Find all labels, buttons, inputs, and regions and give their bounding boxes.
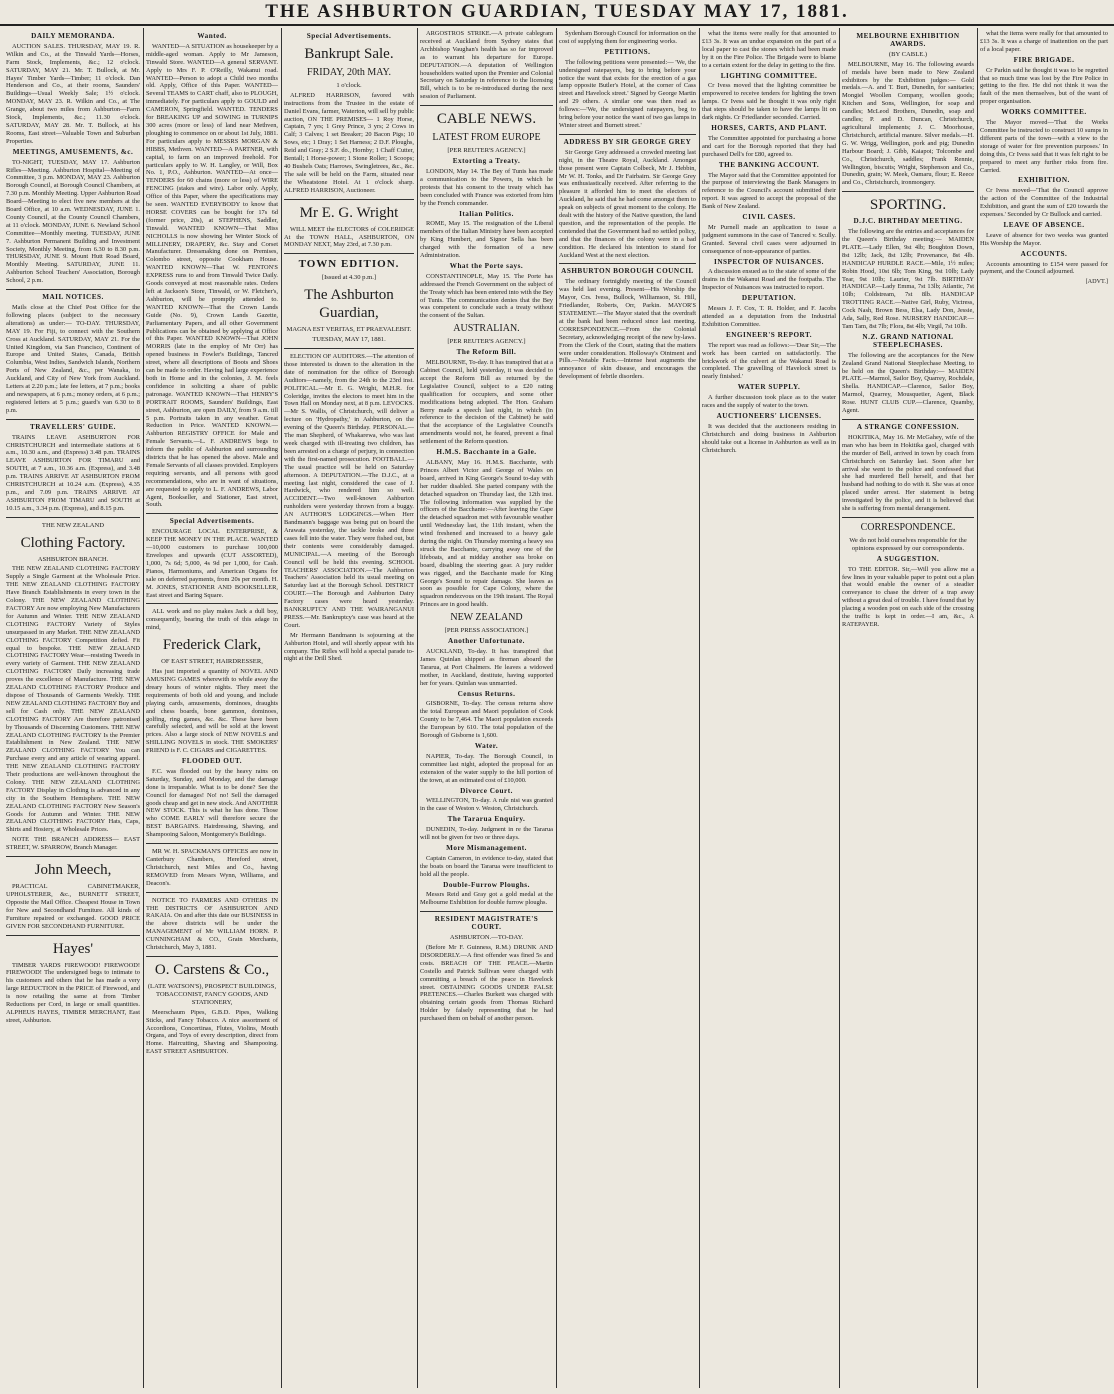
column-rule: [699, 28, 700, 1388]
column-2: [146, 30, 278, 1386]
civil-text: Mr Purnell made an application to issue a judgment summons in the case of Tancred v. Scully. Granted. Several civil cases were adjourned in consequence of non-appearance of parties.: [702, 223, 836, 255]
column-rule: [417, 28, 418, 1388]
divorce-heading: Divorce Court.: [460, 786, 513, 795]
accounts-text: Accounts amounting to £154 were passed for payment, and the Council adjourned.: [980, 260, 1108, 276]
column-3: [284, 30, 414, 1386]
meetings-heading: MEETINGS, AMUSEMENTS, &c.: [12, 147, 134, 156]
column-rule: [977, 28, 978, 1388]
lighting-text: Cr Ivess moved that the lighting committee be empowered to receive tenders for lighting the town lamps. Cr Ivess said he thought it was only right that steps should be taken to have the lamps lit on dark nights. Cr Friedlander seconded. Carried.: [702, 82, 836, 122]
australian-heading: AUSTRALIAN.: [453, 323, 520, 335]
bankrupt-text: ALFRED HARRISON, favored with instructions from the Trustee in the estate of Daniel Evans, farmer, Waterton, will sell by public auction, ON THE PREMISES— 1 Roy Horse, Captain, 7 yrs; 1 Grey Prince, 3 yrs; 2 Cows in Calf; 3 Calves; 1 set Breaker; 20 Bacon Pigs; 10 Sows, etc; 1 Dray; 1 Set Harness; 2 D.F. Ploughs, Reid and Gray; 2 S.F. do., Hornby; 1 Chaff Cutter, Bentall; 1 Horse-power; 1 Stone Roller; 1 Scoops; 40 Bushels Oats; Harrows, Swingletrees, &c., &c. The sale will be held on the Farm, situated near the Wheatstone Hotel. At 1 o'clock sharp. ALFRED HARRISON, Auctioneer.: [284, 91, 414, 194]
melbourne-heading: MELBOURNE EXHIBITION AWARDS.: [856, 32, 960, 48]
divider: [284, 348, 414, 349]
column-rule: [143, 28, 144, 1388]
advert-marker: [ADVT.]: [1085, 278, 1108, 286]
banking-heading: THE BANKING ACCOUNT.: [718, 160, 820, 169]
divider: [6, 419, 140, 420]
column-4: [420, 30, 553, 1386]
bankrupt-date: FRIDAY, 20th MAY.: [307, 66, 391, 78]
clark-text: Has just imported a quantity of NOVEL AND AMUSING GAMES wherewith to while away the dreary hours of winter nights. They meet the requirements of both old and young, and include playing cards, amusements, dominoes, draughts and chess boards, bone gammon, dominoes, golfing, ring games, &c. &c. These have been carefully selected, and will be sold at the lowest prices. Also a large stock of NEW NOVELS and SHILLING NOVELS in stock. THE SMOKERS' FRIEND is F. C. CIGARS and CIGARETTES.: [146, 668, 278, 755]
tunis-heading: Extorting a Treaty.: [452, 157, 521, 166]
divider: [284, 253, 414, 254]
correspondence-note: We do not hold ourselves responsible for the opinions expressed by our correspondents.: [849, 536, 967, 552]
paper-motto: MAGNA EST VERITAS, ET PRAEVALEBIT.: [286, 326, 412, 334]
petitions-heading: PETITIONS.: [604, 47, 651, 56]
divider: [6, 517, 140, 518]
flooded-heading: FLOODED OUT.: [181, 757, 243, 766]
travellers-text: TRAINS LEAVE ASHBURTON FOR CHRISTCHURCH and intermediate stations at 6 a.m., 10.30 a.m., and (Express) 3.48 p.m. TRAINS LEAVE ASHBURTON FOR TIMARU and SOUTH, at 7 a.m., 10.36 a.m. (Express), and 3.48 p.m. TRAINS ARRIVE AT ASHBURTON FROM CHRISTCHURCH at 10.24 a.m. (Express), 4.35 p.m., and 7.09 p.m. TRAINS ARRIVE AT ASHBURTON FROM TIMARU and SOUTH at 10.15 a.m., 3.34 p.m. (Express), and 8.15 p.m.: [6, 433, 140, 512]
address-text: Sir George Grey addressed a crowded meeting last night, in the Theatre Royal, Auckland. Amongst those present were Captain Colbeck, Mr J. Hebbin, Mr W. H. Tonks, and Dr Fairbairn. Sir George Grey was enthusiastically received. After referring to the pleasure it afforded him to meet the electors of Auckland, he said that he had come amongst them to speak on subjects of great moment to the colony. He dealt with the history of the Native question, the land question, and the representation of the people. He contended that the Government had no settled policy, and that the finances of the colony were in a bad condition. He declared his intention to stand for Auckland West at the next election.: [559, 148, 696, 259]
borough-text: The ordinary fortnightly meeting of the Council was held last evening. Present—His Worship the Mayor, Crs. Ivess, Bullock, Williamson, St. Hill, Friedlander, Roberts, Orr, Parkin. MAYOR'S STATEMENT.—The Mayor stated that the overdraft at the bank had been reduced since last meeting. CORRESPONDENCE.—From the Colonial Secretary, acknowledging receipt of the new by-laws. From the Clerk of the Court, stating that the matters were under consideration. Holloway's Ointment and Pills.—Notable Facts.—Intense heat augments the annoyance of skin disease, and encourages the development of febrile disorders.: [559, 278, 696, 381]
another-heading: Another Unfortunate.: [448, 637, 525, 646]
paper-title: The Ashburton Guardian,: [304, 287, 394, 322]
nz-agency: [PER PRESS ASSOCIATION.]: [444, 627, 529, 635]
report-heading: ENGINEER'S REPORT.: [725, 330, 813, 339]
cable-subtitle: LATEST FROM EUROPE: [432, 132, 541, 144]
memoranda-heading: DAILY MEMORANDA.: [31, 32, 115, 40]
clothing-title: Clothing Factory.: [20, 534, 126, 551]
divider: [146, 843, 278, 844]
column-rule: [556, 28, 557, 1388]
column-rule: [839, 28, 840, 1388]
absence-heading: LEAVE OF ABSENCE.: [1003, 220, 1085, 229]
carstens-title: O. Carstens & Co.,: [154, 961, 270, 978]
memoranda-text: AUCTION SALES. THURSDAY, MAY 19. R. Wilkin and Co., at the Tinwald Yards—Horses, Farm Stock, Implements, &c.; 12 o'clock. SATURDAY, MAY 21. Mr. T. Bullock, at Mr. Hayes' Timber Yards—Timber; 11 o'clock. Dan Henderson and Co., at their rooms, Saunders' Buildings—Usual Weekly Sale; 1½ o'clock. MONDAY, MAY 23. R. Wilkin and Co., at The Grange, about two miles from Ashburton—Farm Stock, Implements, &c.; 11.30 o'clock. SATURDAY, MAY 28. Mr. T. Bullock, at his Rooms, East street—Valuable Town and Suburban Properties.: [6, 42, 140, 145]
mail-heading: MAIL NOTICES.: [42, 293, 104, 302]
court-subheading: ASHBURTON.—TO-DAY.: [449, 934, 524, 942]
meech-text: PRACTICAL CABINETMAKER, UPHOLSTERER, &c., BURNETT STREET, Opposite the Mail Office. Cheapest House in Town for New and Secondhand Furniture. All kinds of Furniture repaired or exchanged. GOOD PRICE GIVEN FOR SECONDHAND FURNITURE.: [6, 883, 140, 930]
reform-heading: The Reform Bill.: [456, 348, 517, 357]
birthday-heading: D.J.C. BIRTHDAY MEETING.: [853, 217, 963, 226]
census-text: GISBORNE, To-day. The census returns show the total European and Maori population of Cook County to be 7,464. The Maori population exceeds the European by 610. The total population of the Borough of Gisborne is 1,600.: [420, 700, 553, 740]
hayes-text: TIMBER YARDS FIREWOOD! FIREWOOD! FIREWOOD! The undersigned begs to intimate to his customers and others that he has made a very large REDUCTION in the PRICE of Firewood, and is now retailing the same at from Timber Reductions per Cord, in large or small quantities. ALPHEUS HAYES, TIMBER MERCHANT, East street, Ashburton.: [6, 961, 140, 1024]
column-1: [6, 30, 140, 1386]
intro-text: what the items were really for that amounted to £13 3s. It was a charge of inattention on the part of a local paper.: [980, 30, 1108, 53]
bankrupt-title: Bankrupt Sale.: [304, 45, 394, 62]
sporting-heading: SPORTING.: [869, 197, 947, 214]
carstens-subtitle: (LATE WATSON'S), PROSPECT BUILDINGS, TOBACCONIST, FANCY GOODS, AND STATIONERY,: [147, 982, 277, 1006]
inspector-heading: INSPECTOR OF NUISANCES.: [714, 257, 824, 266]
column-8: [980, 30, 1108, 1386]
italian-heading: Italian Politics.: [459, 209, 514, 218]
bankrupt-time: 1 o'clock.: [336, 81, 362, 89]
meech-title: John Meech,: [34, 862, 112, 879]
cable-title: CABLE NEWS.: [436, 111, 537, 128]
divider: [6, 289, 140, 290]
suggestion-heading: A SUGGESTION.: [876, 554, 940, 563]
melbourne-agency: (BY CABLE.): [888, 50, 928, 58]
wright-text: WILL MEET the ELECTORS of COLERIDGE At the TOWN HALL, ASHBURTON, ON MONDAY NEXT, May 23rd, at 7.30 p.m.: [284, 225, 414, 249]
mail-text: Mails close at the Chief Post Office for the following places (subject to the necessary alterations) as under:— TO-DAY. THURSDAY, MAY 19. For Fiji, to connect with the Southern Cross at Auckland. SATURDAY, MAY 21. For the United Kingdom, via San Francisco, Continent of Europe and United States, Canada, British Columbia, West Indies, Sandwich Islands, Northern Ports of New Zealand, &c., per Wanaka, to Auckland, and City of New York from Auckland. Letters at 2.20 p.m.; late fee letters, at 7 p.m.; books and newspapers, at 6 p.m.; money orders, at 6 p.m.; registered letters at 5 p.m.; guard's van 6.30 to 8 p.m.: [6, 304, 140, 414]
carstens-text: Meerschaum Pipes, G.B.D. Pipes, Walking Sticks, and Fancy Tobacco. A nice assortment of Accordions, Concertinas, Flutes, Violins, Mouth Organs, and Toys of every description, direct from Home. Haircutting, Shaving and Shampooing. EAST STREET ASHBURTON.: [146, 1008, 278, 1056]
special-heading: Special Advertisements.: [306, 32, 392, 40]
porte-heading: What the Porte says.: [449, 261, 524, 270]
masthead-title: THE ASHBURTON GUARDIAN, TUESDAY MAY 17, 1881.: [0, 0, 1114, 26]
steeplechase-heading: N.Z. GRAND NATIONAL STEEPLECHASES.: [862, 332, 954, 349]
leader-text: ELECTION OF AUDITORS.—The attention of those interested is drawn to the alteration in the date of nomination for the office of Borough Auditors—namely, from the 24th to the 23rd inst. POLITICAL.—Mr E. G. Wright, M.H.R. for Coleridge, invites the electors to meet him in the Town Hall on Monday next, at 8 p.m. LEVOCKS.—Mr S. Wallis, of Christchurch, will deliver a lecture on 'Hydropathy,' in Ashburton, on the evening of the Queen's Birthday. PERSONAL.—The man Shepherd, of Whakarewa, who was last week charged with ill-treating two children, has been arrested on a charge of perjury, in connection with the first-named prosecution. FOOTBALL.—The usual practice will be held on Saturday afternoon. A DEPUTATION.—The D.J.C., at a meeting last night, considered the case of J. Hardwick, who rendered him so well. ACCIDENT.—Two well-known Ashburton runholders were yesterday thrown from a buggy. AN AUTHOR'S LODGINGS.—When Herr Bandmann's baggage was being put on board the Arawata yesterday, the tackle broke and three cases fell into the water. They were fished out, but their contents were considerably damaged. MUNICIPAL.—A meeting of the Borough Council will be held this evening. SCHOOL TEACHERS' ASSOCIATION.—The Ashburton Teachers' Association held its usual meeting on Saturday last at the Borough School. DISTRICT COURT.—The Borough and Ashburton Dairy Factory cases were heard yesterday. BANKRUPTCY AND THE WAIRANGANUI PRESS.—Mr. Bankruptcy's case was heard at the Court.: [284, 353, 414, 629]
works-text: The Mayor moved—'That the Works Committee be instructed to construct 10 sumps in different parts of the town—with a view to the storage of water for fire prevention purposes.' In doing this, Cr Ivess said that it was felt right to be prepared to meet any further risks from fire. Carried.: [980, 119, 1108, 174]
divider: [842, 419, 974, 420]
water-text: NAPIER, To-day. The Borough Council, in committee last night, adopted the proposal for an extension of the water supply to the hill portion of the town, at an estimated cost of £10,000.: [420, 752, 553, 784]
lighting-heading: LIGHTING COMMITTEE.: [720, 71, 818, 80]
banking-text: The Mayor said that the Committee appointed for the purpose of interviewing the Bank Managers in reference to the Council's account submitted their report. It was agreed to accept the proposal of the Bank of New Zealand.: [702, 171, 836, 211]
divider: [559, 263, 696, 264]
inspector-text: A discussion ensued as to the state of some of the drains in the Wakanui Road and the footpaths. The Inspector of Nuisances was instructed to report.: [702, 268, 836, 292]
divider: [146, 603, 278, 604]
clothing-subtitle: ASHBURTON BRANCH.: [37, 555, 109, 563]
divider: [420, 105, 553, 106]
australian-agency: [PER REUTER'S AGENCY.]: [447, 338, 526, 346]
absence-text: Leave of absence for two weeks was granted His Worship the Mayor.: [980, 231, 1108, 247]
suggestion-text: TO THE EDITOR. Sir,—Will you allow me a few lines in your valuable paper to point out a plan that would enable the owner of a steadier conveyance to chase the driver of a trap away without a great deal of trouble. I have found that by placing a wooden post on each side of the crossing the traffic is kept in order.—I am, &c., A RATEPAYER.: [842, 565, 974, 628]
paper-date: TUESDAY, MAY 17, 1881.: [312, 336, 386, 344]
divider: [6, 856, 140, 857]
birthday-text: The following are the entries and acceptances for the Queen's Birthday meeting:— MAIDEN PLATE.—Lady Ellen, 9st 4lb; Boughton Down, 8st 12lb; Jack, 8st 12lb; Provenance, 8st 4lb. HANDICAP HURDLE RACE.—Mile, 1½ miles; Robin Hood, 10st 6lb; Tom King, 9st 10lb; Lady Tear, 9st 10lb; Laurier, 9st 7lb. BIRTHDAY HANDICAP.—Lady Emma, 7st 13lb; Atlantic, 7st 10lb; Coldstream, 7st 8lb. HANDICAP TROTTING RACE.—Native Girl, Ruby, Victress, Cock Nash, Brown Bess, Elsa, Lady Don, Jessie, Ada, Sally, Red Rose. NURSERY HANDICAP.—Tam Tam, 8st 7lb; Flora, 8st 4lb; Virgil, 7st 10lb.: [842, 228, 974, 330]
tararua-text: DUNEDIN, To-day. Judgment in re the Tararua will not be given for two or three days.: [420, 826, 553, 842]
travellers-heading: TRAVELLERS' GUIDE.: [30, 422, 116, 431]
clark-title: Frederick Clark,: [162, 637, 262, 654]
clothing-note: NOTE THE BRANCH ADDRESS— EAST STREET, W. SPARROW, Branch Manager.: [6, 836, 140, 852]
another-text: AUCKLAND, To-day. It has transpired that James Quinlan shipped as fireman aboard the Tararua, at Port Chalmers. He leaves a widowed mother, in Auckland, destitute, having supported her for years. Quinlan was unmarried.: [420, 648, 553, 687]
fire-text: Cr Parkin said he thought it was to be regretted that so much time was lost by the Fire Police in getting to the fire. He did not think it was the fault of the men themselves, but of the want of proper organisation.: [980, 66, 1108, 106]
column-7: [842, 30, 974, 1386]
notice-text: NOTICE TO FARMERS AND OTHERS IN THE DISTRICTS OF ASHBURTON AND RAKAIA. On and after this date our BUSINESS in the above districts will be under the MANAGEMENT of Mr WILLIAM HORN. P. CUNNINGHAM & CO., Grain Merchants, Christchurch, May 3, 1881.: [146, 896, 278, 952]
special-heading: Special Advertisements.: [169, 517, 255, 526]
divider: [6, 935, 140, 936]
court-text: (Before Mr F. Guinness, R.M.) DRUNK AND DISORDERLY.—A first offender was fined 5s and costs. BREACH OF THE PEACE.—Martin Costello and Patrick Sullivan were charged with committing a breach of the peace in Havelock street. OBTAINING GOODS UNDER FALSE PRETENCES.—Charles Burkett was charged with obtaining certain goods from Thomas Richard Holder by falsely representing that he had purchased them on behalf of another person.: [420, 944, 553, 1023]
mismanagement-heading: More Mismanagement.: [446, 843, 527, 852]
tararua-heading: The Tararua Enquiry.: [447, 815, 526, 824]
intro-text: Sydenham Borough Council for information on the cost of supplying them for engineering works.: [559, 30, 696, 45]
court-heading: RESIDENT MAGISTRATE'S COURT.: [434, 915, 539, 932]
melbourne-text: MELBOURNE, May 16. The following awards of medals have been made to New Zealand exhibitors by the Exhibition judges:— Gold medals.—A. and T. Burt, Dunedin, for sanitaries; Mongiel Woollen Company, woollen goods; Kitchen and Sons, Wellington, for soap and candles; McLeod Brothers, Dunedin, soap and candles; P. and D. Duncan, Christchurch, agricultural implements; J. C. Moorhouse, Christchurch, artificial manure. Silver medals.—H. G. W. Wrigg, Wellington, pork and pig; Dunedin Harbour Board; J. Gibb, Kaiapoi; Tolcombe and Co., Christchurch, saddles; Frank Rennie, Wellington, biscuits; Wright, Stephenson and Co., Dunedin, grain; W. Meek, Oamaru, flour; E. Reece and Co., Christchurch, ironmongery.: [842, 60, 974, 187]
bacchante-heading: H.M.S. Bacchante in a Gale.: [436, 448, 537, 457]
special-text: ENCOURAGE LOCAL ENTERPRISE, & KEEP THE MONEY IN THE PLACE. WANTED—10,000 customers to purchase 100,000 Envelopes and upwards (CUT ASSORTED), 1,000, 7s 6d; 5,000, 4s 9d per 1,000, for Cash. Pianos, Harmoniums, and American Organs for sale on deferred payments, from 20s per month. H. M. JONES, STATIONER AND BOOKSELLER, East street and Baring Square.: [146, 528, 278, 599]
works-heading: WORKS COMMITTEE.: [1001, 108, 1087, 117]
divider: [842, 517, 974, 518]
tunis-text: LONDON, May 14. The Bey of Tunis has made a communication to the Powers, in which he protests that his consent to the treaty which has been concluded with France was extorted from him by the French commander.: [420, 167, 553, 207]
water-heading: Water.: [474, 741, 499, 750]
guardian-text: Mr Hermann Bandmann is sojourning at the Ashburton Hotel, and will shortly appear with his company. The Rifles will hold a special parade to-night at the Drill Shed.: [284, 631, 414, 663]
agency-note: [PER REUTER'S AGENCY.]: [447, 147, 526, 155]
deputation-heading: DEPUTATION.: [741, 294, 797, 303]
wanted-text: WANTED—A SITUATION as housekeeper by a middle-aged woman. Apply to Mr Jameson, Tinwald Store. WANTED—A general SERVANT. Apply to Mrs F. P. O'Reilly, Wakanui road. WANTED—Person to adopt a Child two months old. Apply, Office of this Paper. WANTED—Several TEAMS to CART chaff, also to PLOUGH, immediately. For particulars apply to GOULD and CAMERON, Springfield. WANTED. TENDERS for BREAKING UP and SOWING in TURNIPS 300 acres (more or less) of land near Methven, ploughing to commence on or about 1st July, 1881. For particulars apply to MESSRS MORGAN & HIBBS, Methven. WANTED—A PARTNER, with capital, to farm on an improved freehold. For particulars apply to W. H. Langley, or Will, Box No. 1, P.O., Ashburton. WANTED—At once—TENDERS for 60 chains (more or less) of WIRE FENCING (stakes and wire). Labor only. Apply, Office of this Paper, where the specifications may be seen. WANTED EVERYBODY to know that HORSE COVERS can be bought for 17s 6d (former price, 20s), at STEPHENS, Saddler, Tinwald. WANTED KNOWN—That Miss NICHOLLS is now showing her Winter Stock of MILLINERY, DRAPERY, &c. Stay and Corset Manufacturer. Dressmaking done on Premises, Colombo street, opposite Cookham House. WANTED KNOWN—That W. FENTON'S EXPRESS runs to and from Tinwald Twice Daily. Goods conveyed at most reasonable rates. Orders left at Jackson's Store, Tinwald, or W. Fletcher's, Ashburton, will be promptly attended to. WANTED KNOWN—That the Crown Lands Guide (No. 9), Crown Lands Gazette, Parliamentary Papers, and all other Government Publications can be obtained by applying at Office of this Paper. WANTED KNOWN—That JOHN MORRIS (late in the employ of Mr Orr) has opened business in Fowler's Buildings, Tancred street, where all descriptions of Boots and Shoes can be made to order. Having had large experience both in Home and in the colonies, J. M. feels confidence in soliciting a share of public patronage. WANTED KNOWN—That HENRY'S PORTRAIT ROOMS, Saunders' Buildings, East street, Ashburton, are open DAILY, from 9 a.m. till 5 p.m. Portraits taken in any weather. Great Reduction in Price. WANTED KNOWN.—Ashburton REGISTRY OFFICE for Male and Female Servants.—L. F. ANDREWS begs to inform the public of Ashburton and surrounding districts that he has opened the above. Male and Female Servants of all classes provided. Employers requiring servants, and all persons with good recommendations, who are in want of situations, are requested to apply to L. F. ANDREWS, Labor Agent, Bookseller, and Stationer, East street, South.: [146, 42, 278, 509]
petitions-text: The following petitions were presented:— 'We, the undersigned ratepayers, beg to bring before your notice the want that exists for the erection of a gas lamp opposite Butler's Hotel, at the corner of Cass street and Havelock street.' Signed by George Martin and 29 others. A similar one was then read as follows:—'We, the undersigned ratepayers, beg to bring before your notice the want of two gas lamps in Winter street and Burnett street.': [559, 58, 696, 129]
mismanagement-text: Captain Cameron, in evidence to-day, stated that the boats on board the Tararua were insufficient to hold all the people.: [420, 854, 553, 878]
spackman-text: MR W. H. SPACKMAN'S OFFICES are now in Canterbury Chambers, Hereford street, Christchurch, next Miles and Co., having REMOVED from Messrs Wynn, Williams, and Deacon's.: [146, 848, 278, 887]
confession-text: HOKITIKA, May 16. Mr McGahey, wife of the man who has been in Hokitika gaol, charged with the murder of Bell, arrived in town by coach from Christchurch on Saturday last. Soon after her arrival she went to the police and confessed that she had murdered Bell herself, and that her husband had nothing to do with it. She was at once placed under arrest. Her statement is being investigated by the police, and it is believed that she is suffering from mental derangement.: [842, 433, 974, 513]
column-5: [559, 30, 696, 1386]
italian-text: ROME, May 15. The resignation of the Liberal members of the Italian Ministry have been accepted by King Humbert, and Signor Sella has been charged with the formation of a new Administration.: [420, 220, 553, 260]
exhibition-text: Cr Ivess moved—'That the Council approve the action of the Committee of the Industrial Exhibition, and grant the sum of £20 towards the expenses.' Seconded by Cr Bullock and carried.: [980, 187, 1108, 219]
fire-heading: FIRE BRIGADE.: [1013, 55, 1075, 64]
clothing-title-line: THE NEW ZEALAND: [41, 521, 105, 529]
horses-text: The Committee appointed for purchasing a horse and cart for the Borough reported that they had purchased Dell's for £80, agreed to.: [702, 134, 836, 158]
ploughs-heading: Double-Furrow Ploughs.: [443, 880, 530, 889]
divider: [559, 134, 696, 135]
address-heading: ADDRESS BY SIR GEORGE GREY: [563, 137, 692, 146]
intro-text: ARGOSTROS STRIKE.—A private cablegram received at Auckland from Sydney states that Archbishop Vaughan's health has so far improved as to warrant his departure for Europe. DEPUTATION.—A deputation of Wellington householders waited upon the Premier and Colonial Secretary on Saturday in reference to the licensing Bill, which is to be re-introduced during the next session of Parliament.: [420, 30, 553, 101]
census-heading: Census Returns.: [457, 689, 516, 698]
wright-title: Mr E. G. Wright: [299, 204, 399, 221]
clothing-text: THE NEW ZEALAND CLOTHING FACTORY Supply a Single Garment at the Wholesale Price. THE NEW ZEALAND CLOTHING FACTORY Have Branch Establishments in every town in the Colony. THE NEW ZEALAND CLOTHING FACTORY Are now employing New Manufacturers for Autumn and Winter. THE NEW ZEALAND CLOTHING FACTORY Variety of Styles unsurpassed in any Market. THE NEW ZEALAND CLOTHING FACTORY Competition defied. Fit equal to bespoke. THE NEW ZEALAND CLOTHING FACTORY Wear—resisting Tweeds in every variety of Garment. THE NEW ZEALAND CLOTHING FACTORY Daily increasing trade proves the excellence of Manufacture. THE NEW ZEALAND CLOTHING FACTORY Produce and dispose of Thousands of Garments Weekly. THE NEW ZEALAND CLOTHING FACTORY Buy and sell for Cash only. THE NEW ZEALAND CLOTHING FACTORY Are therefore patronised by Thousands of Discerning Customers. THE NEW ZEALAND CLOTHING FACTORY Is the Premier Establishment in New Zealand. THE NEW ZEALAND CLOTHING FACTORY You can Purchase every and any article of wearing apparel. THE NEW ZEALAND CLOTHING FACTORY Their productions are well-known throughout the Colony. THE NEW ZEALAND CLOTHING FACTORY Display in Clothing is advanced in any city in the Southern Hemisphere. THE NEW ZEALAND CLOTHING FACTORY New Season's Goods for Autumn and Winter. THE NEW ZEALAND CLOTHING FACTORY Hats, Caps, Shirts and Hosiery, at Wholesale Prices.: [6, 565, 140, 834]
flooded-text: F.C. was flooded out by the heavy rains on Saturday, Sunday, and Monday, and the damage done is irreparable. What is to be done? See the Council for damages! No! no! Sell the damaged goods cheap and get in new stock. And ANOTHER NEW STOCK. This is what he has done. Those who COME EARLY will therefore secure the BEST BARGAINS. Hairdressing, Shaving, and Shampooing Saloon, Montgomery's Buildings.: [146, 767, 278, 839]
intro-text: what the items were really for that amounted to £13 3s. It was an undue expansion on the part of a local paper to cast the stones which had been made by it on the Fire Police. The Brigade were to blame to a certain extent for the delay in getting to the fire.: [702, 30, 836, 69]
nz-heading: NEW ZEALAND: [450, 612, 523, 624]
exhibition-heading: EXHIBITION.: [1018, 176, 1070, 185]
divider: [146, 956, 278, 957]
water-heading: WATER SUPPLY.: [737, 383, 801, 392]
divider: [420, 911, 553, 912]
wanted-heading: Wanted.: [197, 32, 227, 40]
horses-heading: HORSES, CARTS, AND PLANT.: [711, 123, 827, 132]
water-text: A further discussion took place as to the water races and the supply of water to the town.: [702, 394, 836, 410]
column-6: [702, 30, 836, 1386]
column-rule: [281, 28, 282, 1388]
town-edition: TOWN EDITION.: [298, 258, 400, 271]
reform-text: MELBOURNE, To-day. It has transpired that at a Cabinet Council, held yesterday, it was decided to accept the Reform Bill as returned by the Legislative Council, subject to a £20 rating qualification for occupiers, and some other modifications being adopted. The Hon. Graham Berry made a speech last night, in which (in reference to the decision of the Cabinet) he said that the acceptance of the Legislative Council's amendments would not, he feared, prevent a final settlement of the Reform question.: [420, 359, 553, 446]
ploughs-text: Messrs Reid and Gray got a gold medal at the Melbourne Exhibition for double furrow ploughs.: [420, 891, 553, 907]
confession-heading: A STRANGE CONFESSION.: [856, 422, 960, 431]
divider: [146, 513, 278, 514]
clark-intro: ALL work and no play makes Jack a dull boy, consequently, bearing the truth of this adage in mind,: [146, 608, 278, 632]
divider: [842, 191, 974, 192]
deputation-text: Messrs J. F. Cox, T. R. Holder, and F. Jacobs attended as a deputation from the Industrial Exhibition Committee.: [702, 305, 836, 328]
accounts-heading: ACCOUNTS.: [1020, 249, 1068, 258]
divider: [146, 892, 278, 893]
divorce-text: WELLINGTON, To-day. A rule nisi was granted in the case of Weston v. Weston, Christchurch.: [420, 797, 553, 813]
civil-heading: CIVIL CASES.: [742, 213, 796, 222]
licenses-heading: AUCTIONEERS' LICENSES.: [716, 411, 822, 420]
meetings-text: TO-NIGHT, TUESDAY, MAY 17. Ashburton Rifles—Meeting. Ashburton Hospital—Meeting of Committee, 3 p.m. MONDAY, MAY 23. Ashburton Borough Council, at Borough Council Chambers, at 7.30 p.m. Monthly Meeting. Upper Ashburton Road Board—Meeting to elect five new members at the Board Office, at 10 a.m. WEDNESDAY, JUNE 1. County Council, at the County Council Chambers, at 11 o'clock. MONDAY, JUNE 6. Newland School Committee—Monthly meeting. TUESDAY, JUNE 7. Ashburton Permanent Building and Investment Society, Monthly Meeting, from 6.30 to 8.30 p.m. THURSDAY, JUNE 9. Mount Hutt Road Board, Monthly Meeting. SATURDAY, JUNE 11. Ashburton School Teachers' Association, Borough School, 2 p.m.: [6, 158, 140, 285]
licenses-text: It was decided that the auctioneers residing in Christchurch and doing business in Ashburton should take out a license in Ashburton as well as in Christchurch.: [702, 422, 836, 454]
hayes-title: Hayes': [52, 940, 94, 957]
porte-text: CONSTANTINOPLE, May 15. The Porte has addressed the French Government on the subject of the Treaty which has been entered into with the Bey of Tunis. The communication denies that the Bey was competent to conclude such a treaty without the consent of the Sultan.: [420, 272, 553, 320]
correspondence-heading: CORRESPONDENCE.: [860, 521, 956, 533]
report-text: The report was read as follows:—'Dear Sir,—The work has been carried on satisfactorily. The brickwork of the culvert at the Wakanui Road is completed. The gravelling of Havelock street is nearly finished.': [702, 341, 836, 381]
steeplechase-text: The following are the acceptances for the New Zealand Grand National Steeplechase Meeting, to be held on the Queen's Birthday:— MAIDEN PLATE.—Marmol, Sailor Boy, Quarrey, Rochdale, Shella. HANDICAP.—Clarence, Sailor Boy, Marmol, Quarrey, Mousquetier, Agent, Black Rose. HUNT CLUB CUP.—Clarence, Quamby, Agent.: [842, 351, 974, 415]
town-edition-note: [Issued at 4.30 p.m.]: [321, 274, 377, 282]
bacchante-text: ALBANY, May 16. H.M.S. Bacchante, with Princes Albert Victor and George of Wales on board, arrived in King George's Sound to-day with her rudder disabled. She parted company with the detached squadron on Thursday last, the 12th inst. The following information was supplied by the officers of the Bacchante:—After leaving the Cape the detached squadron met with favourable weather until Wednesday last, the 11th instant, when the wind freshened and increased to a heavy gale during the night. On Thursday morning a heavy sea struck the Bacchante, carrying away one of the lifeboats, and at midday another sea broke on board, disabling the steering gear. A jury rudder was rigged, and the Bacchante made for King George's Sound to repair damage. She leaves as soon as possible for Cape Colony, where the squadron rendezvous on the 19th instant. The Royal Princes are in good health.: [420, 458, 553, 609]
divider: [284, 199, 414, 200]
clark-subtitle: OF EAST STREET, HAIRDRESSER,: [161, 658, 263, 666]
borough-heading: ASHBURTON BOROUGH COUNCIL: [561, 267, 694, 276]
